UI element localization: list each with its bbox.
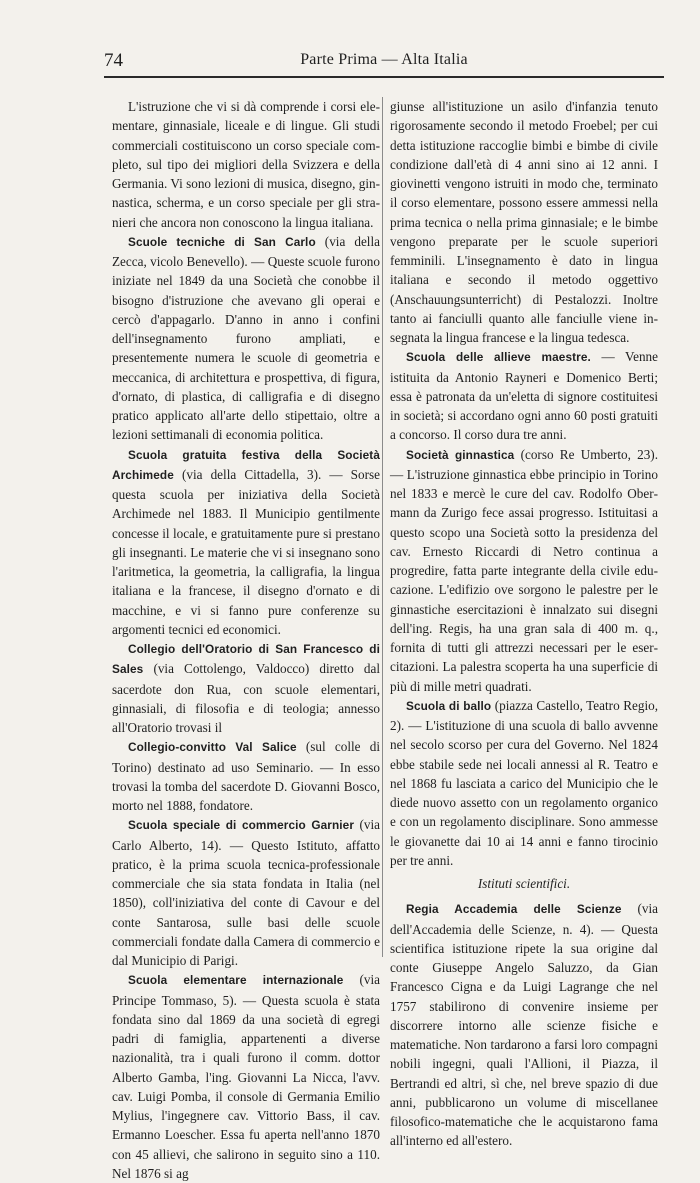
page-header	[104, 47, 664, 75]
entry-heading: Scuola delle allieve maestre.	[406, 350, 591, 365]
paragraph: Scuola speciale di commercio Garnier (via Carlo Alberto, 14). — Questo Istituto, affatto pratico, è la prima scuola tecnica-professionale commerciale che sia stata fondata in Italia (nel 1850), coll'iniziativa del conte di Cavour e del conte Santarosa, sulle basi delle scuole commerciali fondate dalla Camera di commercio e dal Municipio di Parigi.	[112, 817, 380, 968]
right-column	[390, 97, 658, 1151]
column-divider	[382, 97, 383, 957]
paragraph: Scuola elementare internazionale (via Principe Tommaso, 5). — Questa scuola è stata fondata sino dal 1869 da una società di egregi padri di famiglia, appartenenti a diverse nazionalità, tra i quali furono il comm. dottor Alberto Gamba, l'ing. Giovanni La Nicca, l'avv. cav. Luigi Pomba, il console di Germania Emilio Mylius, l'ingegnere cav. Vittorio Bass, il cav. Ermanno Loescher. Essa fu aperta nell'anno 1870 con 45 allievi, che salirono in seguito sino a 110. Nel 1876 si ag	[112, 972, 380, 1181]
paragraph: L'istruzione che vi si dà comprende i corsi elementare, ginnasiale, liceale e di lingue. Gli studi commerciali costituiscono un corso speciale completo, sul tipo dei migliori della Svizzera e della Germania. Vi sono lezioni di musica, disegno, ginnastica, scherma, e un corso speciale per gli stranieri che ancora non conoscono la lingua italiana.	[112, 99, 380, 230]
running-head: Parte Prima — Alta Italia	[300, 51, 468, 68]
entry-heading: Società ginnastica	[406, 447, 515, 462]
entry-heading: Scuole tecniche di San Carlo	[128, 234, 316, 249]
paragraph: Scuola di ballo (piazza Castello, Teatro Regio, 2). — L'istituzione di una scuola di ballo avvenne nel secolo scorso per cura del Governo. Nel 1824 ebbe stabile sede nei locali annessi al R. Teatro e nel 1868 fu lasciata a carico del Municipio che le diede nuovo assetto con un regolamento organico e con un regolamento disciplinare. Sono ammesse le giovanette dai 10 ai 14 anni e fanno tirocinio per tre anni.	[390, 697, 658, 868]
entry-heading: Scuola speciale di commercio Garnier	[128, 818, 355, 833]
paragraph: Regia Accademia delle Scienze (via dell'Accademia delle Scienze, n. 4). — Questa scientifica istituzione ripete la sua origine dal conte Giuseppe Angelo Saluzzo, da Gian Francesco Cigna e da Luigi Lagrange che nel 1757 stabilirono di convenire insieme per discorrere intorno alle scienze fisiche e matematiche. Non tardarono a farsi loro compagni nobili ingegni, quali l'Allioni, il Piazza, il Bertrandi ed altri, sì che, nel breve spazio di due anni, pubblicarono un volume di miscellanee filosofico-matematiche che le acquistarono fama all'interno ed all'estero.	[390, 901, 658, 1149]
entry-heading: Scuola elementare internazionale	[128, 973, 344, 988]
paragraph: giunse all'istituzione un asilo d'infanzia tenuto rigorosamente secondo il metodo Froebel; per cui detta istituzione raccoglie bimbi e bimbe di civile condizione dall'età di 4 anni sino ai 12 anni. I giovinetti vengono istruiti in modo che, terminato il corso elementare, possono essere ammessi nella prima tecnica o nella prima ginnasiale; e le bimbe vengono preparate per le scuole superiori femminili. L'insegnamento è dato in lingua italiana e secondo il metodo oggettivo (Anschauungsunterricht) di Pestalozzi. Inoltre tanto ai fanciulli quanto alle fanciulle viene insegnata la lingua francese e la lingua tedesca.	[390, 99, 658, 345]
entry-heading: Collegio-convitto Val Salice	[128, 740, 297, 755]
paragraph: Collegio-convitto Val Salice (sul colle di Torino) destinato ad uso Seminario. — In esso trovasi la tomba del sacerdote D. Giovanni Bosco, morto nel 1888, fondatore.	[112, 739, 380, 813]
paragraph: Scuola delle allieve maestre. — Venne istituita da Antonio Rayneri e Domenico Berti; essa è patronata da un'eletta di signore costituitesi in società; si accordano ogni anno 60 posti gratuiti a concorso. Il corso dura tre anni.	[390, 349, 658, 443]
entry-heading: Collegio dell'Oratorio di San Francesco di Sales	[112, 642, 380, 677]
paragraph: Scuola gratuita festiva della Società Archimede (via della Cittadella, 3). — Sorse questa scuola per iniziativa della Società Archimede nel 1883. Il Municipio gentilmente concesse il locale, e gratuitamente pure si prestano gli insegnanti. Le materie che vi si insegnano sono l'aritmetica, la geometria, la calligrafia, la lingua italiana e la francese, il disegno d'ornato e di macchine, e vi si fanno pure conferenze su argomenti tecnici ed economici.	[112, 447, 380, 637]
paragraph: Scuole tecniche di San Carlo (via della Zecca, vicolo Benevello). — Queste scuole furono iniziate nel 1849 da una Società che conobbe il bisogno d'istruzione che avevano gli operai e cercò d'appagarlo. D'anno in anno i confini dell'insegnamento furono ampliati, e presentemente numera le scuole di geometria e meccanica, di architettura e prospettiva, di figura, d'ornato, di plastica, di calligrafia e di disegno pratico applicato all'arte dello stipettaio, oltre a lezioni settimanali di economia politica.	[112, 233, 380, 443]
page-number: 74	[104, 50, 123, 71]
paragraph: Collegio dell'Oratorio di San Francesco di Sales (via Cottolengo, Valdocco) diretto dal sacerdote don Rua, con scuole elementari, ginnasiali, di filosofia e di teologia; annesso all'Oratorio trovasi il	[112, 642, 380, 735]
paragraph: Società ginnastica (corso Re Umberto, 23). — L'istruzione ginnastica ebbe principio in Torino nel 1833 e mercè le cure del cav. Rodolfo Obermann da Zurigo fece assai progresso. Istituitasi a questo scopo una Società sotto la presidenza del cav. Ernesto Riccardi di Netro continua a progredire, fatta parte integrante della civile educazione. L'edifizio ove sorgono le palestre per le ginnastiche esercitazioni è innalzato sui disegni dell'ing. Regis, ha una gran sala di 400 m. q., fornita di tutti gli attrezzi necessari per le esercitazioni. La palestra scoperta ha una superficie di più di mille metri quadrati.	[390, 446, 658, 694]
entry-heading: Scuola di ballo	[406, 698, 492, 713]
section-title: Istituti scientifici.	[477, 876, 571, 891]
left-column	[112, 97, 380, 1183]
entry-heading: Scuola gratuita festiva della Società Archimede	[112, 447, 380, 482]
entry-heading: Regia Accademia delle Scienze	[406, 902, 622, 917]
header-rule	[104, 76, 664, 78]
